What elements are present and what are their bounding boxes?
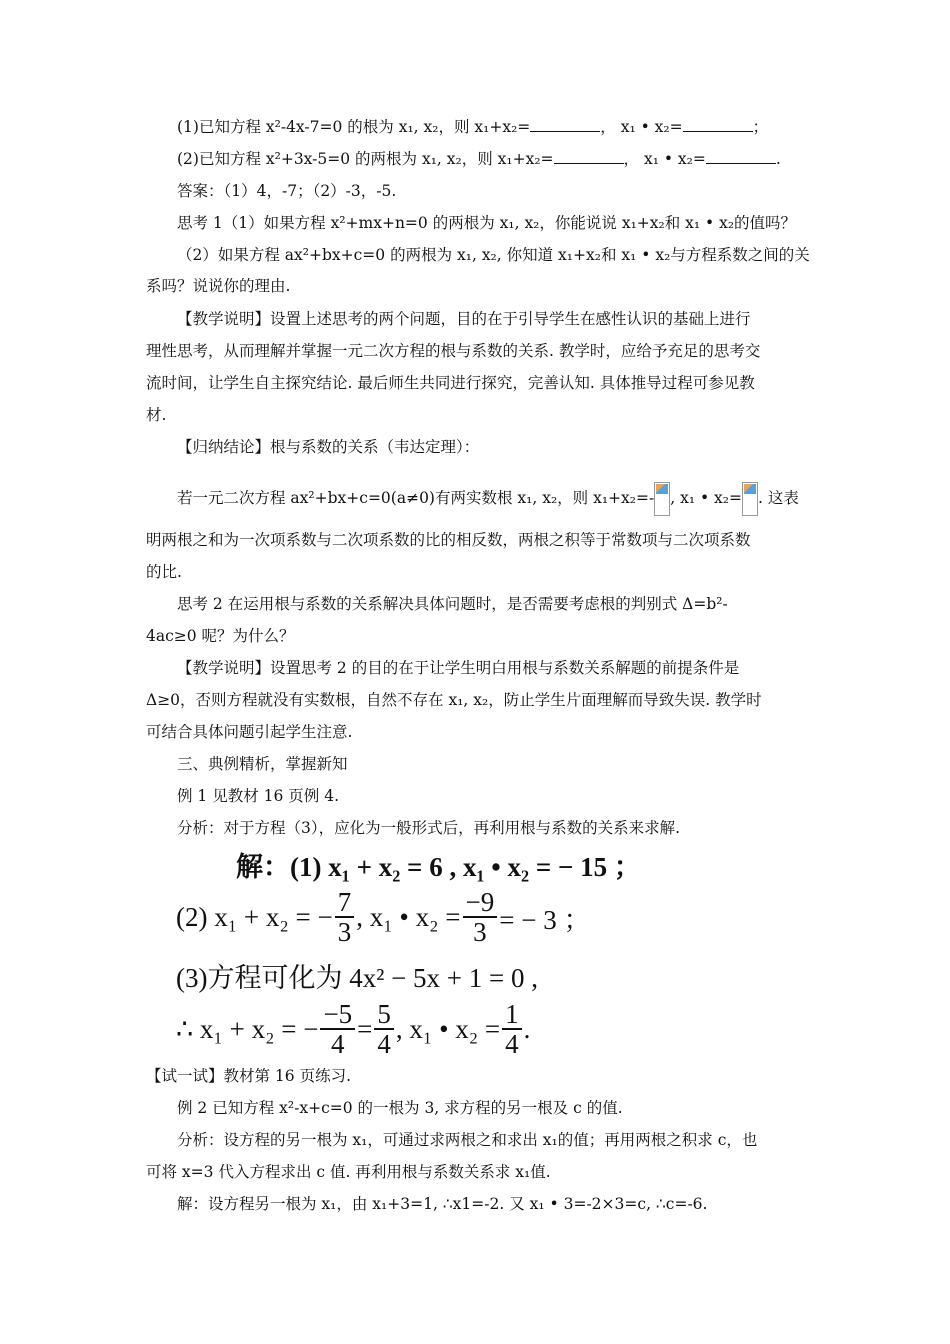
example-1-analysis: 分析：对于方程（3），应化为一般形式后，再利用根与系数的关系来求解. [177, 819, 681, 837]
teaching-note-1: 【教学说明】设置上述思考的两个问题，目的在于引导学生在感性认识的基础上进行 [177, 310, 751, 328]
teaching-note-1-cont: 材. [146, 406, 167, 424]
think-2-cont: 4ac≥0 呢？为什么？ [146, 627, 295, 645]
try-it: 【试一试】教材第 16 页练习. [146, 1067, 352, 1085]
solution-line-3: (3)方程可化为 4x² − 5x + 1 = 0 , [176, 963, 539, 993]
vieta-statement-cont: 明两根之和为一次项系数与二次项系数的比的相反数，两根之积等于常数项与二次项系数 [146, 531, 751, 549]
example-1: 例 1 见教材 16 页例 4. [177, 787, 340, 805]
teaching-note-2-cont: Δ≥0，否则方程就没有实数根，自然不存在 x₁, x₂，防止学生片面理解而导致失误. 教学时 [146, 691, 762, 709]
fraction: $\frac{5}{4}$ [374, 1000, 394, 1058]
conclusion-heading: 【归纳结论】根与系数的关系（韦达定理）： [177, 438, 480, 456]
fraction: $\frac{7}{3}$ [335, 888, 355, 946]
vieta-statement-cont: 的比. [146, 563, 182, 581]
think-2: 思考 2 在运用根与系数的关系解决具体问题时，是否需要考虑根的判别式 Δ=b²- [177, 595, 728, 613]
fraction: $\frac{-9}{3}$ [463, 888, 498, 946]
solution-line-4: ∴ x₁ + x₂ = − $\frac{-5}{4}$ = $\frac{5}{4}$ , x₁ • x₂ = $\frac{1}{4}$ . [176, 999, 531, 1059]
fraction: $\frac{1}{4}$ [502, 1000, 522, 1058]
example-2-analysis-cont: 可将 x=3 代入方程求出 c 值. 再利用根与系数关系求 x₁值. [146, 1163, 551, 1181]
answer-blank[interactable] [706, 149, 776, 164]
answer-blank[interactable] [683, 117, 753, 132]
teaching-note-2-cont: 可结合具体问题引起学生注意. [146, 723, 353, 741]
vieta-statement: 若一元二次方程 ax²+bx+c=0(a≠0)有两实数根 x₁, x₂，则 x₁+x₂=- , x₁ • x₂= . 这表 [177, 482, 799, 516]
teaching-note-1-cont: 流时间，让学生自主探究结论. 最后师生共同进行探究，完善认知. 具体推导过程可参见教 [146, 374, 755, 392]
think-1-q2-cont: 系吗？说说你的理由. [146, 277, 291, 295]
answer-blank[interactable] [554, 149, 624, 164]
answer-line: 答案：（1）4，-7；（2）-3，-5. [177, 182, 397, 200]
teaching-note-2: 【教学说明】设置思考 2 的目的在于让学生明白用根与系数关系解题的前提条件是 [177, 659, 740, 677]
formula-image-icon [742, 482, 758, 516]
section-heading: 三、典例精析，掌握新知 [177, 755, 348, 773]
formula-image-icon [654, 482, 670, 516]
teaching-note-1-cont: 理性思考，从而理解并掌握一元二次方程的根与系数的关系. 教学时，应给予充足的思考交 [146, 342, 761, 360]
exercise-2: (2)已知方程 x²+3x-5=0 的两根为 x₁, x₂，则 x₁+x₂= ， x₁ • x₂= . [177, 150, 781, 168]
solution-line-1: 解：(1) x₁ + x₂ = 6 , x₁ • x₂ = − 15 ； [236, 852, 641, 882]
solution-line-2: (2) x₁ + x₂ = − $\frac{7}{3}$ , x₁ • x₂ = $\frac{-9}{3}$ = − 3 ； [176, 887, 591, 947]
think-1-q2: （2）如果方程 ax²+bx+c=0 的两根为 x₁, x₂, 你知道 x₁+x₂和 x₁ • x₂与方程系数之间的关 [177, 246, 810, 264]
fraction: $\frac{-5}{4}$ [320, 1000, 355, 1058]
think-1-q1: 思考 1（1）如果方程 x²+mx+n=0 的两根为 x₁, x₂，你能说说 x₁+x₂和 x₁ • x₂的值吗？ [177, 214, 797, 232]
example-2-analysis: 分析：设方程的另一根为 x₁，可通过求两根之和求出 x₁的值；再用两根之积求 c，也 [177, 1131, 758, 1149]
example-2: 例 2 已知方程 x²-x+c=0 的一根为 3, 求方程的另一根及 c 的值. [177, 1099, 623, 1117]
exercise-1: (1)已知方程 x²-4x-7=0 的根为 x₁, x₂，则 x₁+x₂= ， x₁ • x₂= ； [177, 118, 769, 136]
answer-blank[interactable] [530, 117, 600, 132]
example-2-solution: 解：设方程另一根为 x₁，由 x₁+3=1, ∴x1=-2. 又 x₁ • 3=-2×3=c, ∴c=-6. [177, 1195, 708, 1213]
